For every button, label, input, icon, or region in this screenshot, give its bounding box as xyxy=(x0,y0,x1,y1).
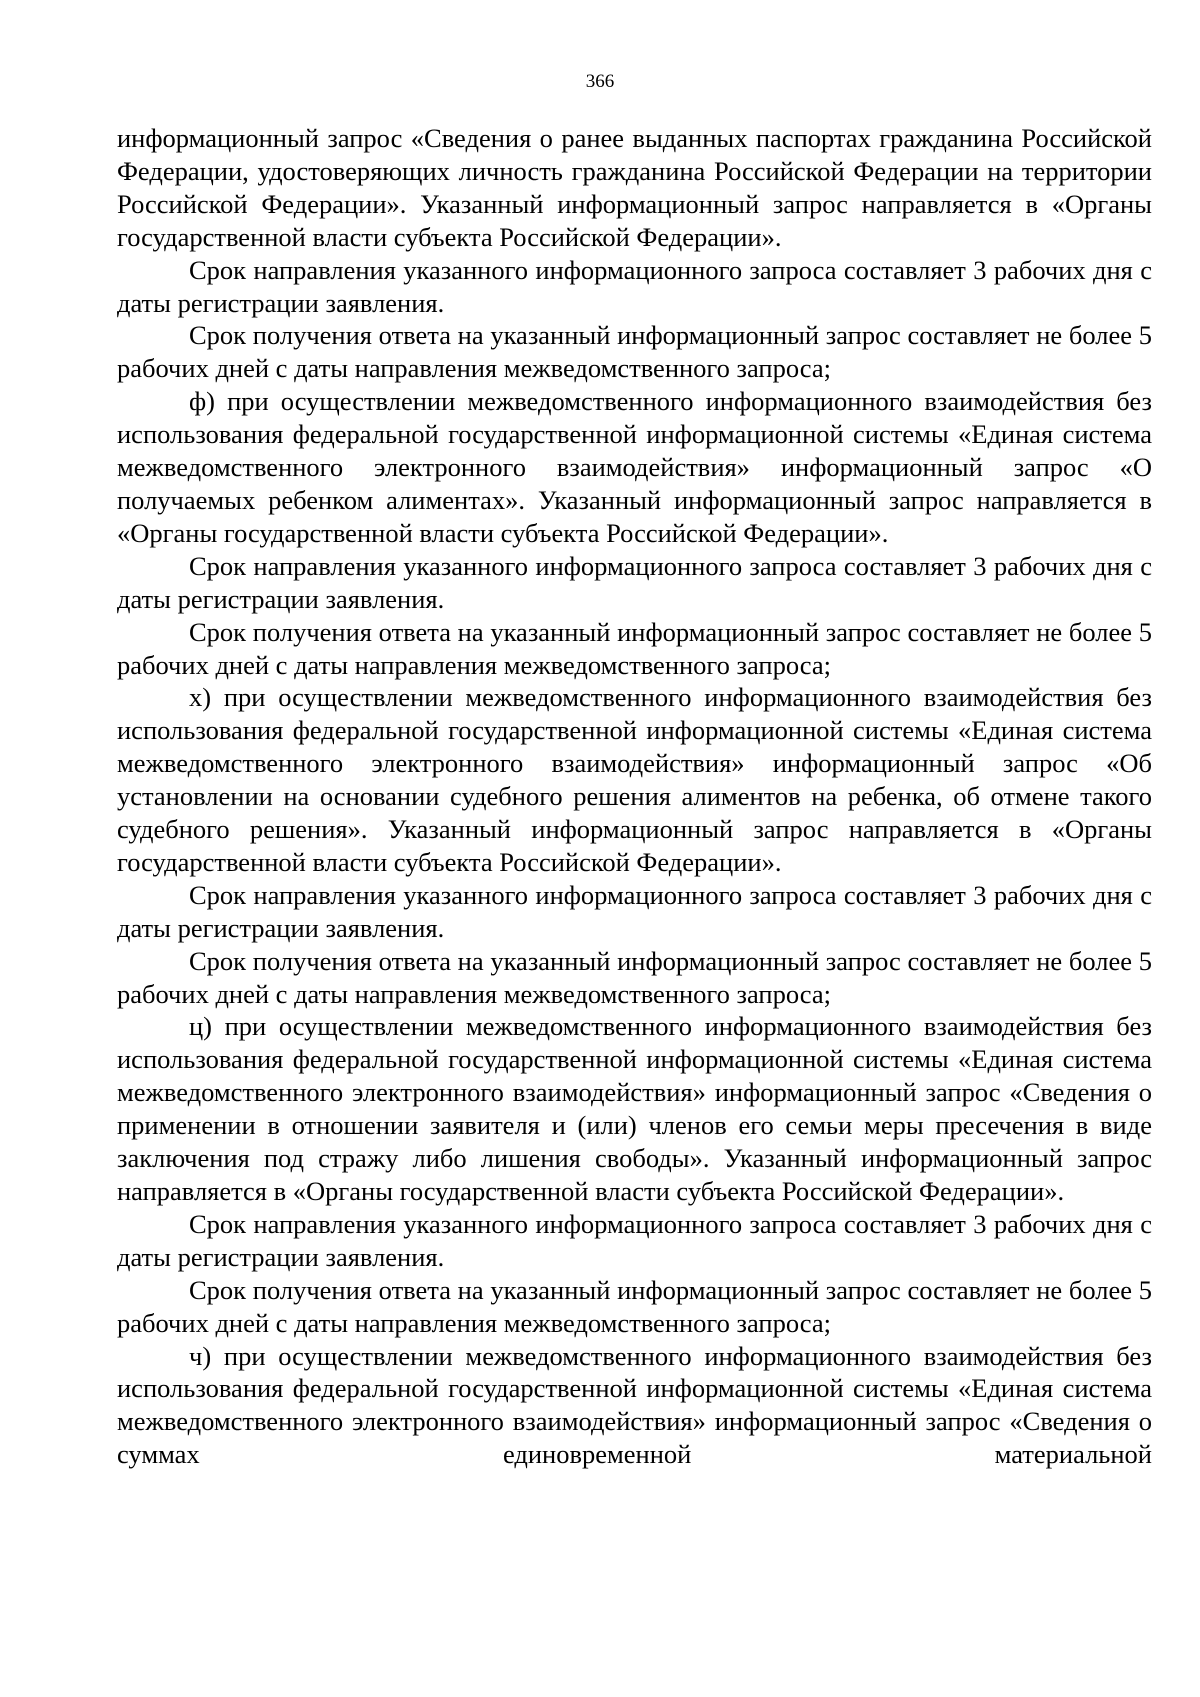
document-body xyxy=(117,122,1152,1471)
paragraph: Срок направления указанного информационного запроса составляет 3 рабочих дня с даты регистрации заявления. xyxy=(117,550,1152,614)
paragraph: х) при осуществлении межведомственного информационного взаимодействия без использования федеральной государственной информационной системы «Единая система межведомственного электронного взаимодействия» информационный запрос «Об установлении на основании судебного решения алиментов на ребенка, об отмене такого судебного решения». Указанный информационный запрос направляется в «Органы государственной власти субъекта Российской Федерации». xyxy=(117,682,1152,877)
paragraph: ф) при осуществлении межведомственного информационного взаимодействия без использования федеральной государственной информационной системы «Единая система межведомственного электронного взаимодействия» информационный запрос «О получаемых ребенком алиментах». Указанный информационный запрос направляется в «Органы государственной власти субъекта Российской Федерации». xyxy=(117,386,1152,548)
paragraph: информационный запрос «Сведения о ранее выданных паспортах гражданина Российской Федерации, удостоверяющих личность гражданина Российской Федерации на территории Российской Федерации». Указанный информационный запрос направляется в «Органы государственной власти субъекта Российской Федерации». xyxy=(117,123,1152,252)
paragraph: Срок направления указанного информационного запроса составляет 3 рабочих дня с даты регистрации заявления. xyxy=(117,254,1152,318)
paragraph: Срок получения ответа на указанный информационный запрос составляет не более 5 рабочих дней с даты направления межведомственного запроса; xyxy=(117,1274,1152,1338)
paragraph: ц) при осуществлении межведомственного информационного взаимодействия без использования федеральной государственной информационной системы «Единая система межведомственного электронного взаимодействия» информационный запрос «Сведения о применении в отношении заявителя и (или) членов его семьи меры пресечения в виде заключения под стражу либо лишения свободы». Указанный информационный запрос направляется в «Органы государственной власти субъекта Российской Федерации». xyxy=(117,1011,1152,1206)
paragraph: Срок получения ответа на указанный информационный запрос составляет не более 5 рабочих дней с даты направления межведомственного запроса; xyxy=(117,320,1152,384)
paragraph: Срок направления указанного информационного запроса составляет 3 рабочих дня с даты регистрации заявления. xyxy=(117,1208,1152,1272)
paragraph: Срок получения ответа на указанный информационный запрос составляет не более 5 рабочих дней с даты направления межведомственного запроса; xyxy=(117,616,1152,680)
paragraph: Срок направления указанного информационного запроса составляет 3 рабочих дня с даты регистрации заявления. xyxy=(117,879,1152,943)
page-number: 366 xyxy=(585,71,615,92)
paragraph: Срок получения ответа на указанный информационный запрос составляет не более 5 рабочих дней с даты направления межведомственного запроса; xyxy=(117,945,1152,1009)
paragraph: ч) при осуществлении межведомственного информационного взаимодействия без использования федеральной государственной информационной системы «Единая система межведомственного электронного взаимодействия» информационный запрос «Сведения о суммах единовременной материальной xyxy=(117,1340,1152,1470)
